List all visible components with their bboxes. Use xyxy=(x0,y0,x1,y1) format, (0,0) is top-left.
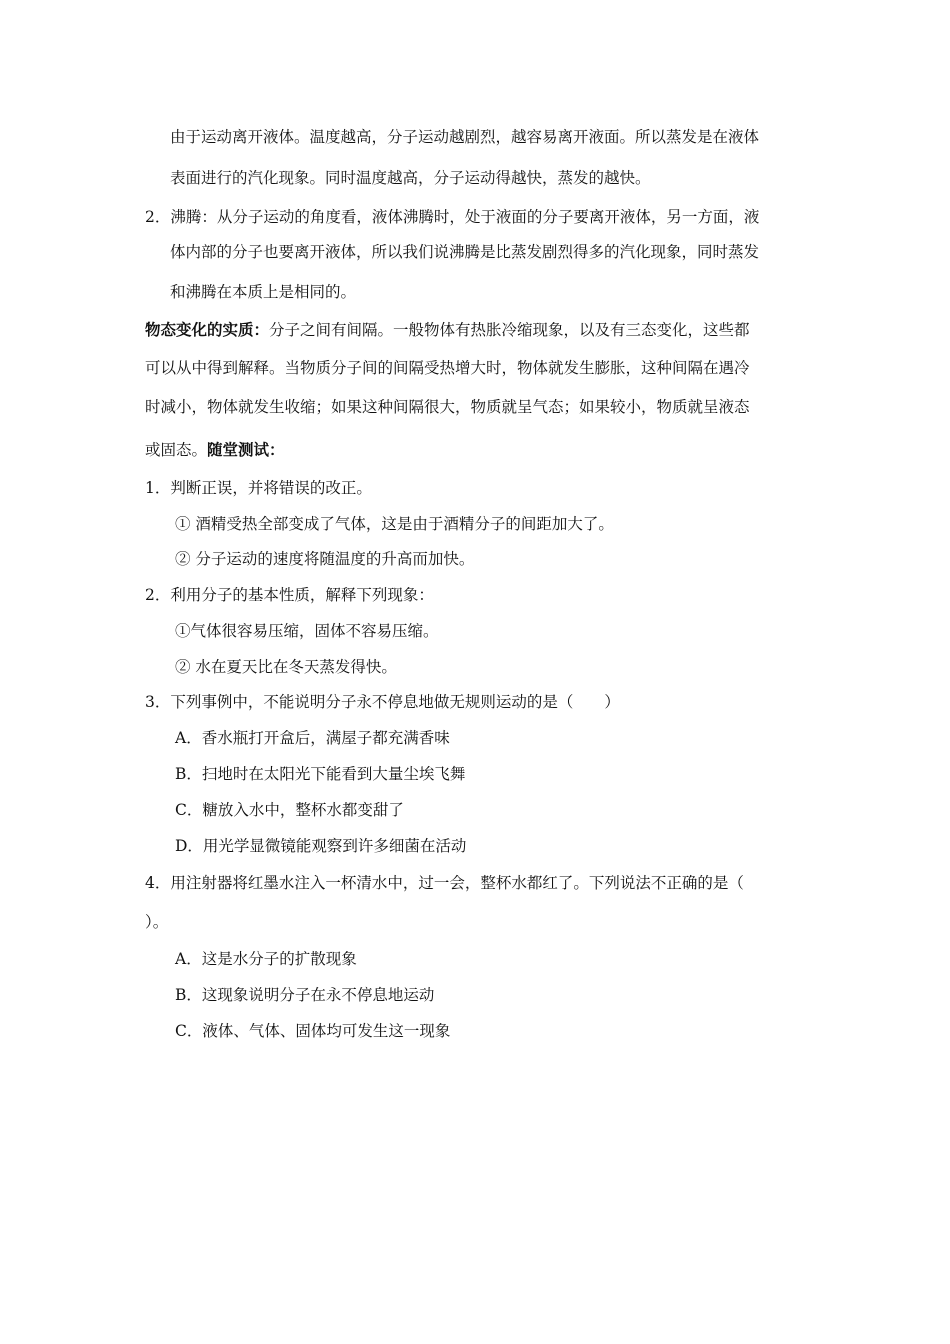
q1-item-2: ② 分子运动的速度将随温度的升高而加快。 xyxy=(175,550,475,568)
q3-option-a: A．香水瓶打开盒后，满屋子都充满香味 xyxy=(175,729,450,747)
q1-item-1: ① 酒精受热全部变成了气体，这是由于酒精分子的间距加大了。 xyxy=(175,515,614,533)
q1-stem: 1．判断正误，并将错误的改正。 xyxy=(145,479,372,497)
intro-line-1: 由于运动离开液体。温度越高，分子运动越剧烈，越容易离开液面。所以蒸发是在液体 xyxy=(170,128,760,146)
q3-stem: 3．下列事例中，不能说明分子永不停息地做无规则运动的是（ ） xyxy=(145,693,620,711)
essence-line-2: 可以从中得到解释。当物质分子间的间隔受热增大时，物体就发生膨胀，这种间隔在遇冷 xyxy=(145,359,750,377)
q2-item-1: ①气体很容易压缩，固体不容易压缩。 xyxy=(175,622,439,640)
essence-line-1 xyxy=(145,320,750,340)
q4-stem: 4．用注射器将红墨水注入一杯清水中，过一会，整杯水都红了。下列说法不正确的是（ xyxy=(145,874,744,892)
essence-line-4 xyxy=(145,440,285,460)
q4-option-a: A．这是水分子的扩散现象 xyxy=(175,950,357,968)
essence-line-4-text: 或固态。 xyxy=(145,441,208,459)
boiling-line-1: 2．沸腾：从分子运动的角度看，液体沸腾时，处于液面的分子要离开液体，另一方面，液 xyxy=(145,208,760,226)
q4-stem-end: ）。 xyxy=(145,913,169,931)
boiling-line-2: 体内部的分子也要离开液体，所以我们说沸腾是比蒸发剧烈得多的汽化现象，同时蒸发 xyxy=(170,243,760,261)
q3-option-b: B．扫地时在太阳光下能看到大量尘埃飞舞 xyxy=(175,765,466,783)
q4-option-c: C．液体、气体、固体均可发生这一现象 xyxy=(175,1022,451,1040)
test-heading: 随堂测试： xyxy=(207,440,285,459)
q2-item-2: ② 水在夏天比在冬天蒸发得快。 xyxy=(175,658,397,676)
essence-line-1-text: 分子之间有间隔。一般物体有热胀冷缩现象，以及有三态变化，这些都 xyxy=(269,321,750,339)
essence-heading: 物态变化的实质： xyxy=(145,320,270,339)
q2-stem: 2．利用分子的基本性质，解释下列现象： xyxy=(145,586,434,604)
q3-option-d: D．用光学显微镜能观察到许多细菌在活动 xyxy=(175,837,467,855)
q4-option-b: B．这现象说明分子在永不停息地运动 xyxy=(175,986,435,1004)
boiling-line-3: 和沸腾在本质上是相同的。 xyxy=(170,283,357,301)
q3-option-c: C．糖放入水中，整杯水都变甜了 xyxy=(175,801,404,819)
intro-line-2: 表面进行的汽化现象。同时温度越高，分子运动得越快，蒸发的越快。 xyxy=(170,169,651,187)
essence-line-3: 时减小，物体就发生收缩；如果这种间隔很大，物质就呈气态；如果较小，物质就呈液态 xyxy=(145,398,750,416)
